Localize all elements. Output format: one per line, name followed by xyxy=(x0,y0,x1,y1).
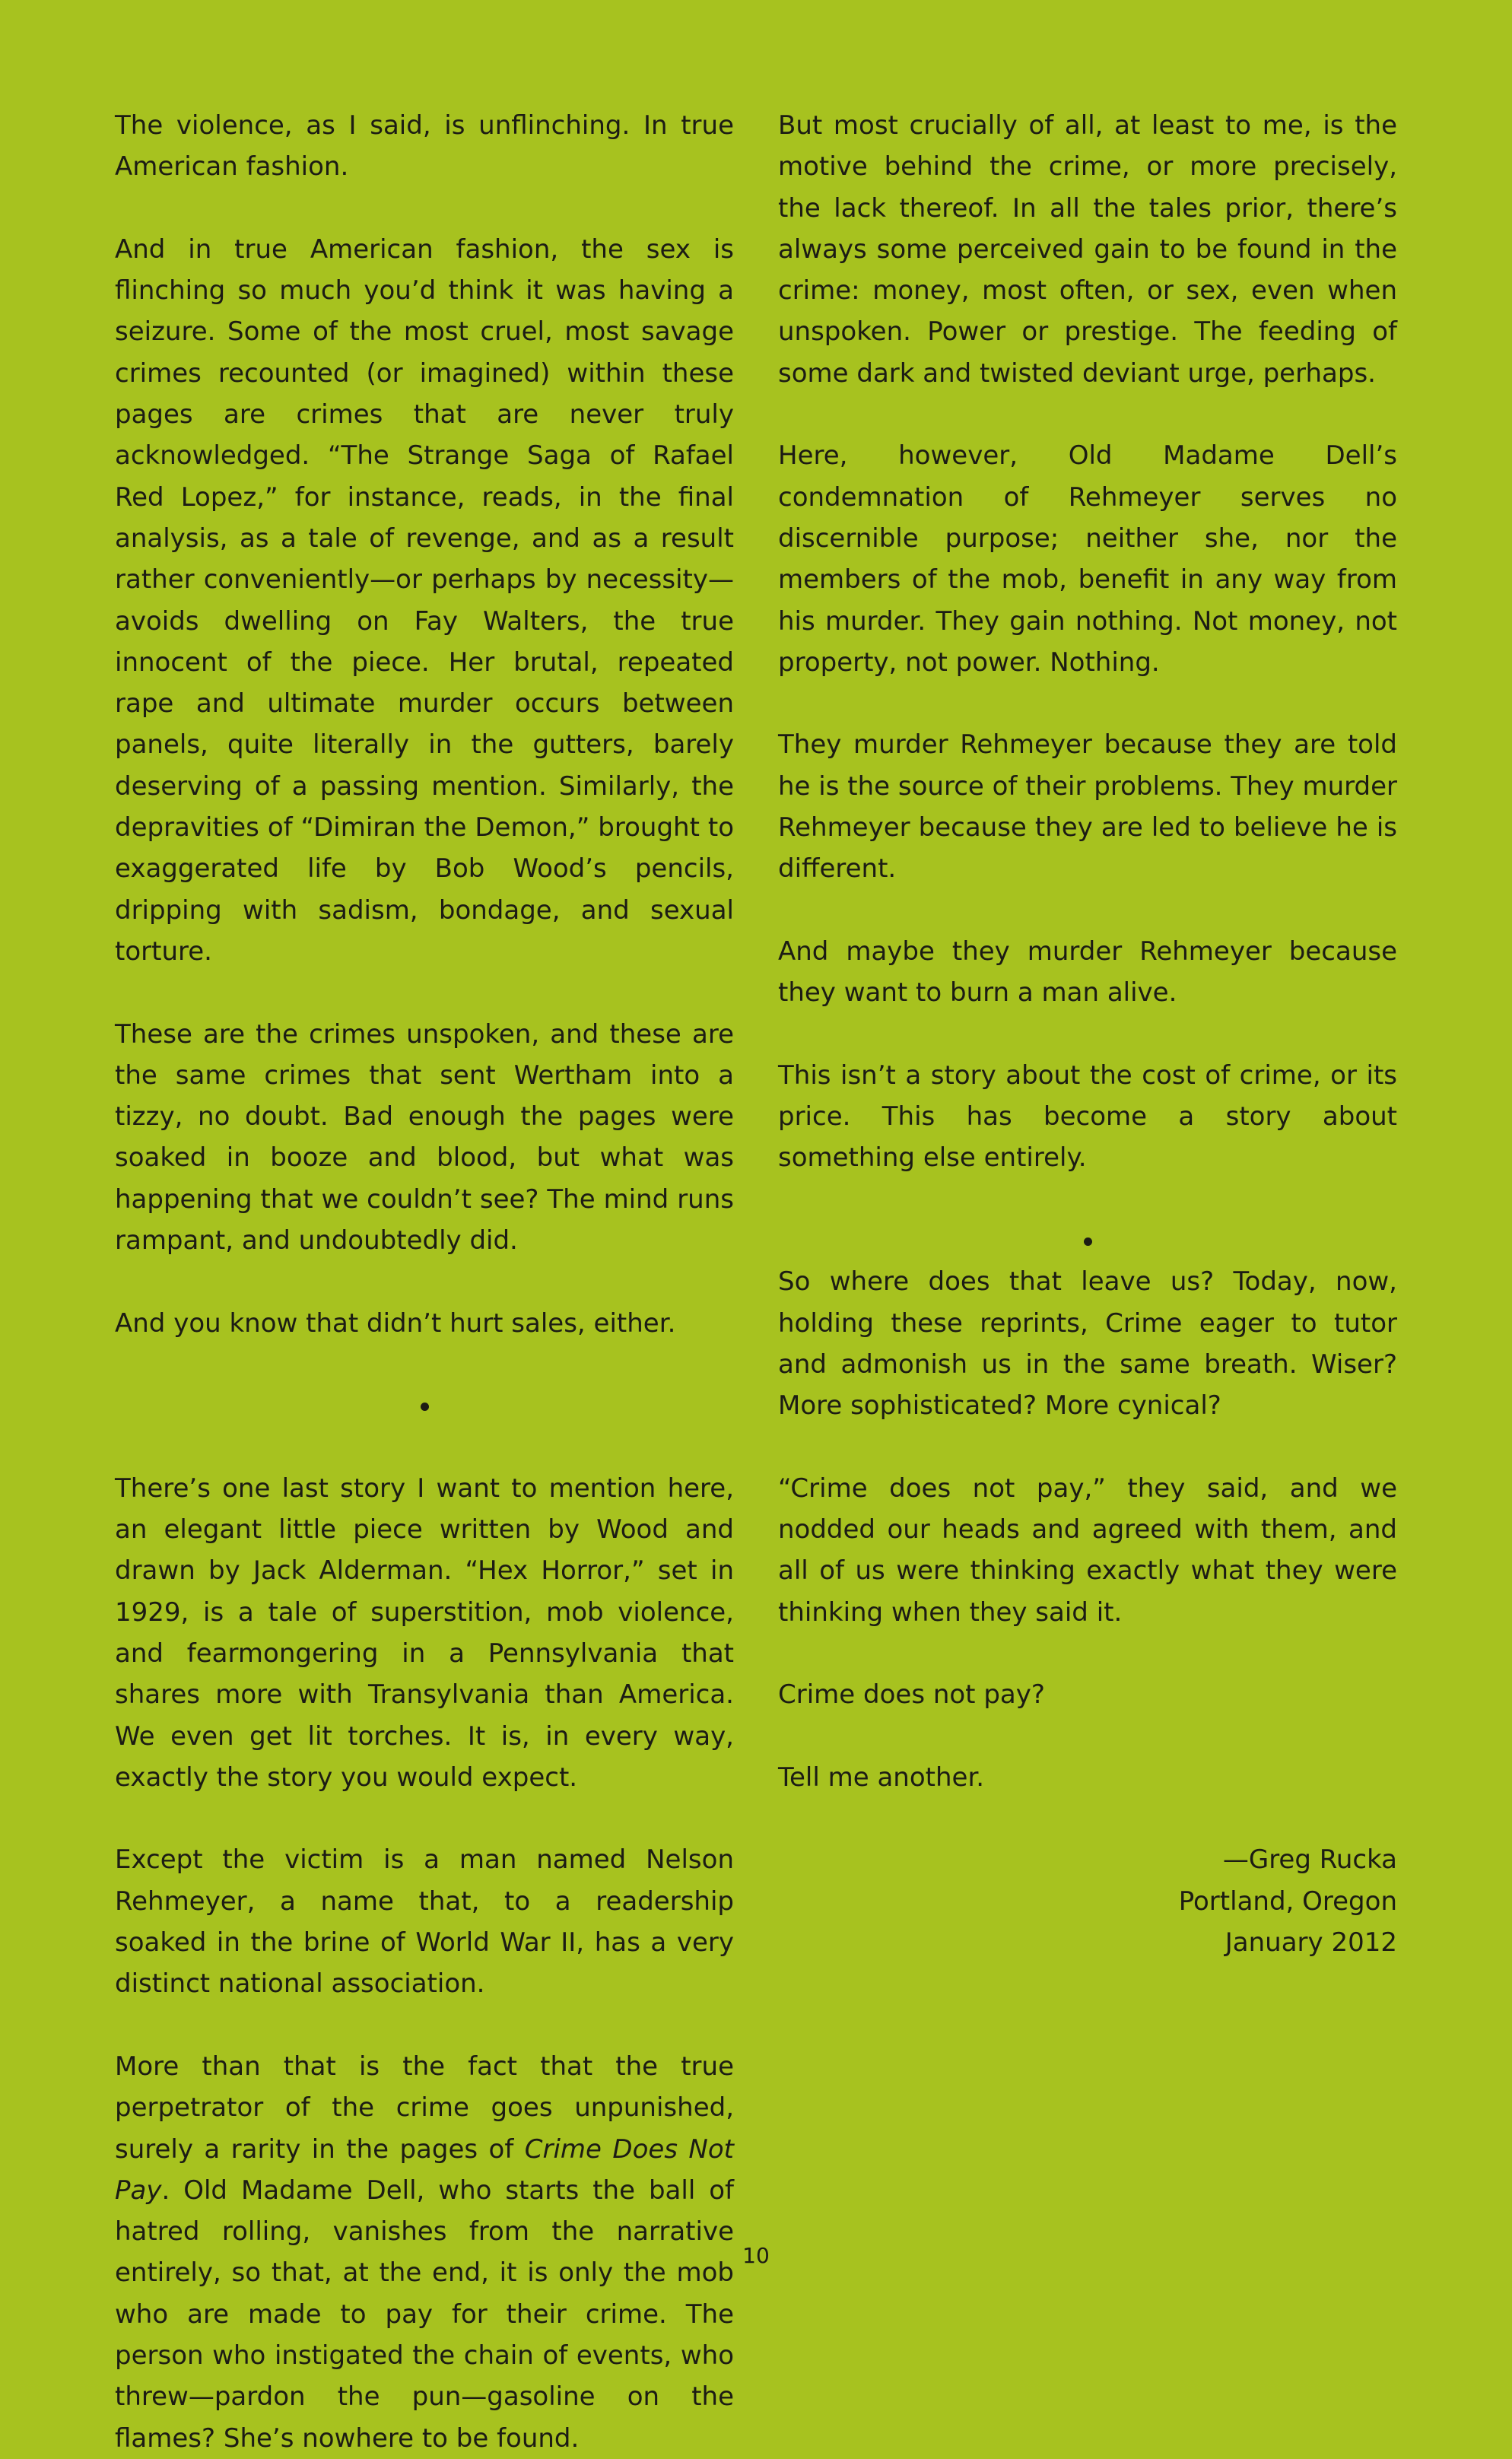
paragraph: There’s one last story I want to mention here, an elegant little piece written by Wood and drawn by Jack Alderman. “Hex Horror,” set in 1929, is a tale of superstition, mob violence, and fearmongering in a Pennsylvania that shares more with Transylvania than America. We even get lit torches. It is, in every way, exactly the story you would expect. xyxy=(115,1473,734,1793)
paragraph: These are the crimes unspoken, and these are the same crimes that sent Wertham into a tizzy, no doubt. Bad enough the pages were soaked in booze and blood, but what was happening that we couldn’t see? The mind runs rampant, and undoubtedly did. xyxy=(115,1018,734,1257)
paragraph: But most crucially of all, at least to me, is the motive behind the crime, or more precisely, the lack thereof. In all the tales prior, there’s always some perceived gain to be found in the crime: money, most often, or sex, even when unspoken. Power or prestige. The feeding of some dark and twisted deviant urge, perhaps. xyxy=(778,110,1397,389)
paragraph-text: . Old Madame Dell, who starts the ball of hatred rolling, vanishes from the narrative entirely, so that, at the end, it is only the mob who are made to pay for their crime. The person who instigated the chain of events, who threw—pardon the pun—gasoline on the flames? She’s nowhere to be found. xyxy=(115,2175,734,2454)
signature-date: January 2012 xyxy=(1225,1927,1397,1959)
paragraph: So where does that leave us? Today, now, holding these reprints, Crime eager to tutor and admonish us in the same breath. Wiser? More sophisticated? More cynical? xyxy=(778,1266,1397,1422)
section-break-bullet xyxy=(115,1385,734,1426)
publication-title: Crime Does Not Pay xyxy=(115,2133,735,2206)
paragraph: Here, however, Old Madame Dell’s condemnation of Rehmeyer serves no discernible purpose; neither she, nor the members of the mob, benefit in any way from his murder. They gain nothing. Not money, not property, not power. Nothing. xyxy=(778,440,1397,678)
paragraph: They murder Rehmeyer because they are told he is the source of their problems. They murder Rehmeyer because they are led to believe he is different. xyxy=(778,729,1397,885)
paragraph: “Crime does not pay,” they said, and we nodded our heads and agreed with them, and all of us were thinking exactly what they were thinking when they said it. xyxy=(778,1473,1397,1628)
signature-author: —Greg Rucka xyxy=(1222,1844,1397,1876)
paragraph-text: More than that is the fact that the true perpetrator of the crime goes unpunished, surely a rarity in the pages of xyxy=(115,2051,734,2165)
paragraph: And in true American fashion, the sex is flinching so much you’d think it was having a seizure. Some of the most cruel, most savage crimes recounted (or imagined) within these pages are crimes that are never truly acknowledged. “The Strange Saga of Rafael Red Lopez,” for instance, reads, in the final analysis, as a tale of revenge, and as a result rather conveniently—or perhaps by necessity—avoids dwelling on Fay Walters, the true innocent of the piece. Her brutal, repeated rape and ultimate murder occurs between panels, quite literally in the gutters, barely deserving of a passing mention. Similarly, the depravities of “Dimiran the Demon,” brought to exaggerated life by Bob Wood’s pencils, dripping with sadism, bondage, and sexual torture. xyxy=(115,234,734,967)
page-number: 10 xyxy=(742,2243,770,2268)
paragraph: Tell me another. xyxy=(778,1762,985,1793)
right-column xyxy=(778,105,1397,1963)
left-column xyxy=(115,105,734,2459)
paragraph: Except the victim is a man named Nelson Rehmeyer, a name that, to a readership soaked in the brine of World War II, has a very distinct national association. xyxy=(115,1844,734,2000)
paragraph: And maybe they murder Rehmeyer because they want to burn a man alive. xyxy=(778,936,1397,1009)
paragraph: This isn’t a story about the cost of crime, or its price. This has become a story about something else entirely. xyxy=(778,1060,1397,1174)
paragraph: And you know that didn’t hurt sales, either. xyxy=(115,1307,676,1339)
paragraph: Crime does not pay? xyxy=(778,1679,1045,1711)
paragraph: The violence, as I said, is unflinching. In true American fashion. xyxy=(115,110,734,183)
signature-place: Portland, Oregon xyxy=(1178,1886,1397,1917)
section-break-bullet xyxy=(778,1220,1397,1261)
